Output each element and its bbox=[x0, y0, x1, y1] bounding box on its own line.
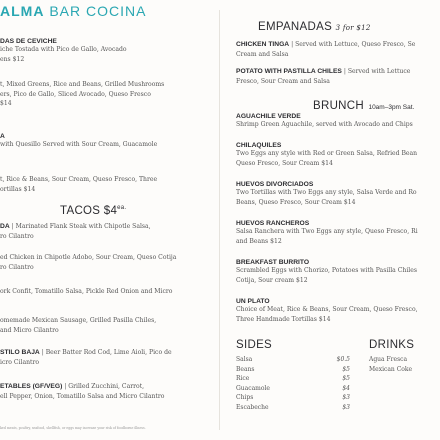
list-item bbox=[236, 355, 350, 365]
potato-title: POTATO WITH PASTILLA CHILES bbox=[236, 68, 342, 75]
brunch-header bbox=[313, 96, 414, 114]
brunch-hours: 10am–3pm Sat. bbox=[368, 104, 415, 111]
unplato-desc: Choice of Meat, Rice & Beans, Sour Cream, Queso Fresco, Three Handmade Tortillas $14 bbox=[236, 306, 418, 323]
tacos-suffix: ea. bbox=[117, 205, 127, 212]
drinks-header: DRINKS bbox=[369, 339, 415, 351]
rancheros-item bbox=[236, 220, 440, 246]
taco-chicken-desc: ed Chicken in Chipotle Adobo, Sour Cream, Queso Cotija ro Cilantro bbox=[0, 254, 177, 271]
restaurant-brand bbox=[0, 3, 146, 19]
empanadas-title: EMPANADAS bbox=[258, 21, 333, 33]
quesadilla-desc: with Quesillo Served with Sour Cream, Guacamole bbox=[0, 141, 158, 148]
chilaquiles-title: CHILAQUILES bbox=[236, 142, 282, 149]
unplato-item bbox=[236, 298, 440, 324]
taco-baja-title: STILO BAJA bbox=[0, 349, 40, 356]
ceviche-desc: iche Tostada with Pico de Gallo, Avocado ens $12 bbox=[0, 46, 127, 63]
potato-pastilla bbox=[236, 67, 440, 86]
rancheros-title: HUEVOS RANCHEROS bbox=[236, 220, 310, 227]
taco-asada-desc: | Marinated Flank Steak with Chipotle Salsa, ro Cilantro bbox=[0, 223, 151, 240]
burrito-desc: Scrambled Eggs with Chorizo, Potatoes with Pasilla Chiles Cotija, Sour cream $12 bbox=[236, 267, 417, 284]
mixed-item bbox=[0, 80, 215, 109]
aguachile-desc: Shrimp Green Aguachile, served with Avocado and Chips bbox=[236, 121, 413, 128]
chilaquiles-desc: Two Eggs any style with Red or Green Salsa, Refried Bean Queso Fresco, Sour Cream $14 bbox=[236, 150, 418, 167]
mixed-desc: t, Mixed Greens, Rice and Beans, Grilled Mushrooms ers, Pico de Gallo, Sliced Avocado, Queso Fresco $14 bbox=[0, 81, 165, 108]
taco-chorizo-desc: omemade Mexican Sausage, Grilled Pasilla Chiles, and Micro Cilantro bbox=[0, 317, 157, 334]
ceviche-item bbox=[0, 38, 215, 64]
food-safety-notice: ked meats, poultry, seafood, shellfish, or eggs may increase your risk of foodborne illness. bbox=[0, 426, 146, 430]
column-divider bbox=[219, 10, 220, 430]
tacos-title: TACOS $4 bbox=[60, 205, 118, 217]
chicken-tinga-desc: | Served with Lettuce, Queso Fresco, Se Cream and Salsa bbox=[236, 41, 416, 58]
divorciados-title: HUEVOS DIVORCIADOS bbox=[236, 181, 314, 188]
taco-pork-desc: ork Confit, Tomatillo Salsa, Pickle Red Onion and Micro bbox=[0, 288, 173, 295]
list-item bbox=[236, 374, 350, 384]
side-price: $4 bbox=[342, 384, 350, 392]
list-item bbox=[236, 365, 350, 375]
ceviche-title: DAS DE CEVICHE bbox=[0, 38, 57, 45]
plate-desc: t, Rice & Beans, Sour Cream, Queso Fresco, Three ortillas $14 bbox=[0, 176, 158, 193]
empanadas-header bbox=[258, 21, 371, 33]
brunch-title: BRUNCH bbox=[313, 100, 364, 112]
burrito-item bbox=[236, 259, 440, 285]
divorciados-desc: Two Tortillas with Two Eggs any style, Salsa Verde and Ro Beans, Queso Fresco, Sour Cream $14 bbox=[236, 189, 417, 206]
drinks-list bbox=[369, 355, 439, 374]
potato-desc: | Served with Lettuce Fresco, Sour Cream and Salsa bbox=[236, 68, 411, 85]
side-price: $5 bbox=[342, 375, 350, 383]
side-name: Rice bbox=[236, 375, 250, 383]
taco-vegetables bbox=[0, 382, 215, 401]
side-name: Beans bbox=[236, 365, 255, 373]
list-item bbox=[236, 403, 350, 413]
sides-list bbox=[236, 355, 350, 413]
side-price: $3 bbox=[342, 403, 350, 411]
divorciados-item bbox=[236, 181, 440, 207]
side-name: Escabeche bbox=[236, 403, 269, 411]
brand-name: ALMA bbox=[0, 3, 45, 19]
side-name: Guacamole bbox=[236, 384, 270, 392]
empanadas-price: 3 for $12 bbox=[335, 24, 371, 32]
list-item bbox=[236, 384, 350, 394]
side-price: $3 bbox=[342, 394, 350, 402]
list-item: Mexican Coke bbox=[369, 365, 413, 373]
list-item bbox=[236, 393, 350, 403]
plate-item bbox=[0, 175, 215, 194]
chilaquiles-item bbox=[236, 142, 440, 168]
aguachile-title: AGUACHILE VERDE bbox=[236, 113, 301, 120]
taco-asada bbox=[0, 222, 215, 241]
taco-veg-title: ETABLES (GF/VEG) bbox=[0, 383, 63, 390]
rancheros-desc: Salsa Ranchera with Two Eggs any style, Queso Fresco, Ri and Beans $12 bbox=[236, 228, 418, 245]
burrito-title: BREAKFAST BURRITO bbox=[236, 259, 310, 266]
quesadilla-title: A bbox=[0, 133, 5, 140]
side-name: Chips bbox=[236, 394, 254, 402]
list-item: Agua Fresca bbox=[369, 356, 408, 363]
quesadilla-item bbox=[0, 133, 215, 150]
chicken-tinga-title: CHICKEN TINGA bbox=[236, 41, 290, 48]
taco-asada-title: DA bbox=[0, 223, 10, 230]
side-price: $0.5 bbox=[336, 356, 350, 363]
sides-header: SIDES bbox=[236, 339, 273, 351]
taco-veg-desc: | Grilled Zucchini, Carrot, ell Pepper, Onion, Tomatillo Salsa and Micro Cilantro bbox=[0, 383, 165, 400]
chicken-tinga bbox=[236, 40, 440, 59]
aguachile-item bbox=[236, 113, 440, 130]
taco-baja-desc: | Beer Batter Rod Cod, Lime Aioli, Pico de icro Cilantro bbox=[0, 349, 172, 366]
tacos-header bbox=[60, 205, 126, 217]
brand-rest: BAR COCINA bbox=[44, 3, 147, 19]
side-name: Salsa bbox=[236, 356, 253, 363]
unplato-title: UN PLATO bbox=[236, 298, 270, 305]
taco-baja bbox=[0, 348, 215, 367]
side-price: $5 bbox=[342, 365, 350, 373]
